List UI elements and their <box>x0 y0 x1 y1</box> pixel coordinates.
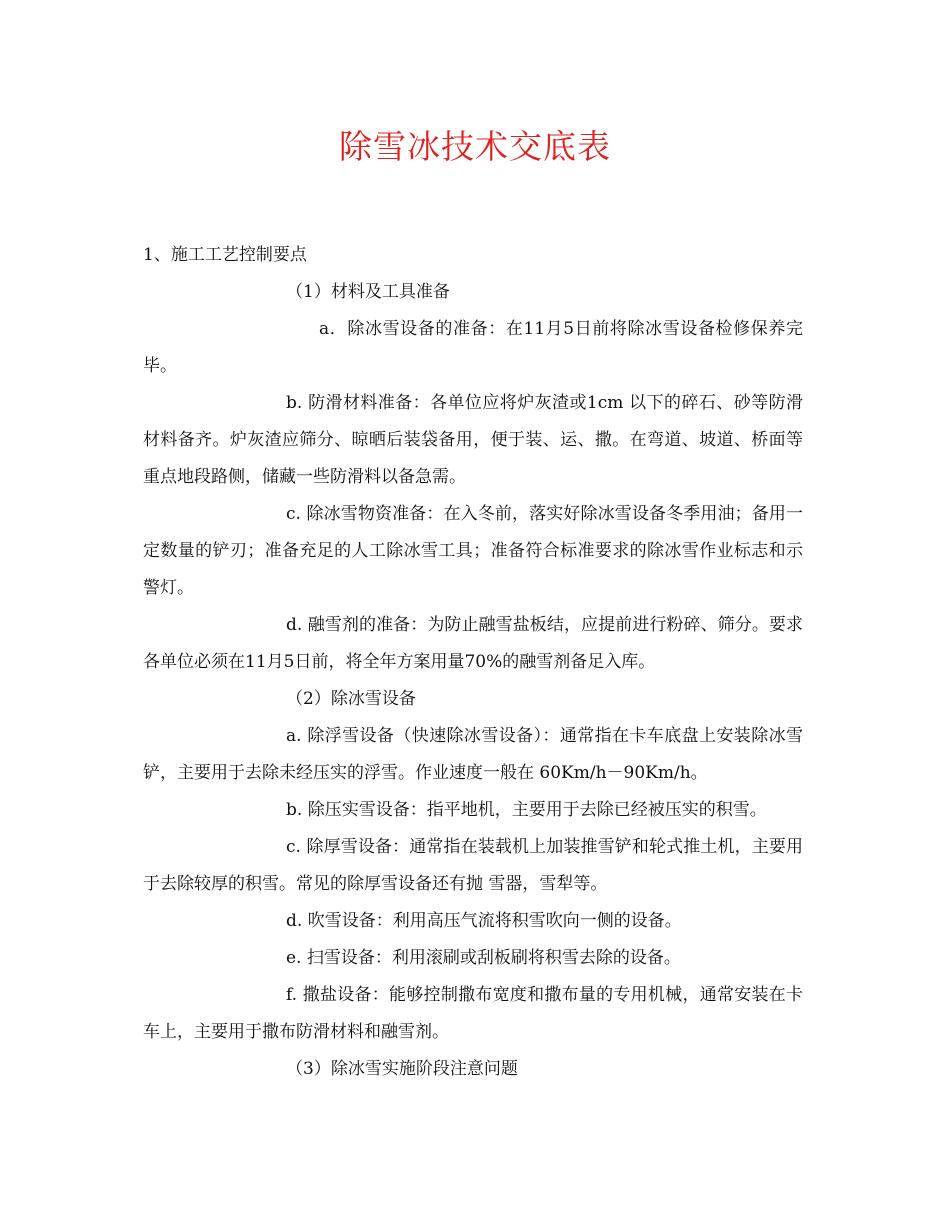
paragraph-loose-snow-equipment: a. 除浮雪设备（快速除冰雪设备）：通常指在卡车底盘上安装除冰雪铲，主要用于去除未经压实的浮雪。作业速度一般在 60Km/h－90Km/h。 <box>143 726 803 783</box>
paragraph-antiskid-prep: b. 防滑材料准备：各单位应将炉灰渣或1cm 以下的碎石、砂等防滑材料备齐。炉灰渣应筛分、晾晒后装袋备用，便于装、运、撒。在弯道、坡道、桥面等重点地段路侧，储藏一些防滑料以备急需。 <box>143 393 803 487</box>
subsection-heading-implementation: （3）除冰雪实施阶段注意问题 <box>286 1059 518 1079</box>
paragraph-deicer-prep: d. 融雪剂的准备：为防止融雪盐板结，应提前进行粉碎、筛分。要求各单位必须在11月5日前，将全年方案用量70%的融雪剂备足入库。 <box>143 615 803 672</box>
paragraph-supplies-prep: c. 除冰雪物资准备：在入冬前，落实好除冰雪设备冬季用油；备用一定数量的铲刃；准备充足的人工除冰雪工具；准备符合标准要求的除冰雪作业标志和示警灯。 <box>143 504 803 598</box>
paragraph-packed-snow-equipment: b. 除压实雪设备：指平地机，主要用于去除已经被压实的积雪。 <box>286 800 767 820</box>
document-body <box>143 237 803 1088</box>
paragraph-equipment-prep: a．除冰雪设备的准备：在11月5日前将除冰雪设备检修保养完毕。 <box>143 319 803 376</box>
paragraph-snow-sweeper: e. 扫雪设备：利用滚刷或刮板刷将积雪去除的设备。 <box>286 948 681 968</box>
subsection-heading-materials: （1）材料及工具准备 <box>286 282 450 302</box>
document-title: 除雪冰技术交底表 <box>339 127 611 166</box>
paragraph-snow-blower: d. 吹雪设备：利用高压气流将积雪吹向一侧的设备。 <box>286 911 682 931</box>
section-heading: 1、施工工艺控制要点 <box>143 245 307 265</box>
subsection-heading-equipment: （2）除冰雪设备 <box>286 689 416 709</box>
paragraph-salt-spreader: f. 撒盐设备：能够控制撒布宽度和撒布量的专用机械，通常安装在卡车上，主要用于撒布防滑材料和融雪剂。 <box>143 985 803 1042</box>
paragraph-thick-snow-equipment: c. 除厚雪设备：通常指在装载机上加装推雪铲和轮式推土机，主要用于去除较厚的积雪。常见的除厚雪设备还有抛 雪器，雪犁等。 <box>143 837 803 894</box>
